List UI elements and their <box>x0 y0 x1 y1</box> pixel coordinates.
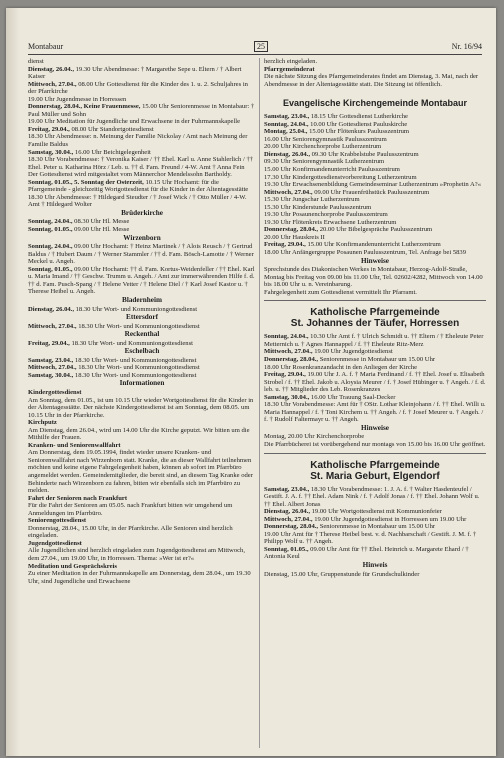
text-line: Montag, 20.00 Uhr Kirchenchorprobe <box>264 433 365 441</box>
entry-date: Donnerstag, 28.04., <box>264 226 320 234</box>
entry-text: 15.00 Uhr Seniorenmesse in Montabaur: † Paul Müller und Sohn <box>28 103 255 118</box>
parish-notes-continued <box>264 58 486 88</box>
text-line: 09.30 Uhr Seniorengymnastik Lutherzentrum <box>264 158 385 166</box>
elgen-schedule <box>264 486 486 579</box>
text-line: herzlich eingeladen. <box>264 58 318 65</box>
subheading: Seniorengottesdienst <box>28 517 87 525</box>
schedule-entry <box>28 323 256 331</box>
entry-date: Samstag, 30.04., <box>28 148 75 156</box>
text-line: 17.30 Uhr Kindergottesdienstvorbereitung Lutherzentrum <box>264 173 417 181</box>
text-line: Dienstag, 15.00 Uhr, Gruppenstunde für Grundschulkinder <box>264 570 420 578</box>
schedule-entry <box>28 372 256 380</box>
entry-date: Samstag, 30.04., <box>264 393 311 401</box>
entry-text: 19.00 Uhr J. A. f. † Maria Ferdinand / f. †† Ehel. Josef u. Elisabeth Strobel / f. †† Ehel. Jakob u. Aloysia Meurer / f. † Josef Hübinger u. † Angeh. / f. d. leb. u. †† Mitglieder des Leb. Rosenkranzes <box>264 371 486 394</box>
entry-date: Sonntag, 24.04., <box>28 243 75 251</box>
entry-date: Freitag, 29.04., <box>264 371 308 379</box>
entry-date: Donnerstag, 28.04., <box>264 355 320 363</box>
schedule-entry <box>264 113 486 121</box>
entry-date: Freitag, 29.04., <box>28 339 72 347</box>
horr-schedule <box>264 333 486 448</box>
entry-date: Dienstag, 26.04., <box>28 305 76 313</box>
text-line: 18.00 Uhr Anfängergruppe Posaunen Paulusszentrum, Tel. Anfrage bei 5839 <box>264 249 467 257</box>
entry-text: Seniorenmesse in Montabaur um 15.00 Uhr <box>319 523 436 531</box>
text-line: Donnerstag, 28.04., 15.00 Uhr, in der Pfarrkirche. Alle Senioren sind herzlich eingeladen. <box>28 524 233 540</box>
entry-text: 18.30 Uhr Wort- und Kommuniongottesdienst <box>74 371 197 379</box>
entry-date: Samstag, 23.04., <box>264 113 311 121</box>
text-line: Der Gottesdienst wird mitgestaltet vom Männerchor Mendelssohn Bartholdy. <box>28 171 232 179</box>
schedule-entry <box>28 364 256 372</box>
entry-date: Samstag, 30.04., <box>28 371 75 379</box>
text-line: Die nächste Sitzung des Pfarrgemeinderates findet am Dienstag, 3. Mai, nach der Abendmesse in der Altentagesstätte statt. Die Sitzung ist öffentlich. <box>264 73 479 88</box>
schedule-entry <box>264 523 486 531</box>
entry-text: 18.30 Uhr Wort- und Kommuniongottesdienst <box>74 356 197 364</box>
schedule-entry <box>28 149 256 157</box>
entry-text: 19.00 Uhr Jugendgottesdienst <box>314 348 393 356</box>
entry-text: 09.00 Uhr Amt für †† Ehel. Heinrich u. Margarete Ehard / † Antonia Keul <box>264 545 469 561</box>
entry-date: Freitag, 29.04., <box>28 125 72 133</box>
schedule-entry <box>264 333 486 348</box>
evang-title: Evangelische Kirchengemeinde Montabaur <box>282 98 468 109</box>
entry-text: 15.00 Uhr Konfirmandenunterricht Lutherzentrum <box>307 241 441 249</box>
divider <box>264 453 486 454</box>
text-line: 18.30 Uhr Vorabendmesse: † Veronika Kaiser / †† Ehel. Karl u. Anne Stahlerlich / †† Ehel. Peter u. Katharina Hörz / Leb. u. †† d. Fam. Freund / 4-W. Amt † Anna Fein <box>28 156 254 171</box>
schedule-entry <box>264 241 486 249</box>
entry-text: 16.00 Uhr Trauung Saal-Decker <box>310 393 396 401</box>
text-line: Am Donnerstag, dem 19.05.1994, findet wieder unsere Kranken- und Seniorenwallfahrt nach Wirzenborn statt. Kranke, die an dieser Wallfahrt teilnehmen möchten und keine eigene Fahrgelegenheit haben, können ab sofort im Pfarrbüro angemeldet werden. Gemeindemitglieder, die bereit sind, an diesem Tag Kranke oder Behinderte nach Wirzenborn zu fahren, bitten wir ebenfalls sich im Pfarrbüro zu melden. <box>28 449 253 495</box>
horr-title-2: St. Johannes der Täufer, Horressen <box>290 318 460 330</box>
subheading: Kirchputz <box>28 419 57 427</box>
schedule-entry <box>28 66 256 81</box>
section-heading: Hinweise <box>361 423 389 432</box>
schedule-entry <box>264 371 486 394</box>
text-line: 19.00 Uhr Meditation für Jugendliche und Erwachsene in der Fuhrmannskapelle <box>28 118 241 126</box>
entry-text: 09.00 Uhr Hochamt: † Heinz Martinek / † Alois Reusch / † Gertrud Baldus / † Hubert Daum / † Werner Stammler / †† d. Fam. Bösch-Lamotte / † Werner Meckel u. Angeh. <box>28 243 254 266</box>
text-line: Fahrgelegenheit zum Gottesdienst vermittelt Ihr Pfarramt. <box>264 288 417 296</box>
entry-text: 19.30 Uhr Abendmesse: † Margarethe Sepe u. Eltern / † Albert Kaiser <box>28 65 242 81</box>
entry-date: Mittwoch, 27.04., <box>264 188 315 196</box>
column-divider <box>259 58 260 748</box>
text-line: 18.30 Uhr Abendmesse: † Hildegard Steudter / † Josef Wick / † Otto Müller / 4-W. Amt † Hildegard Wolter <box>28 193 247 209</box>
entry-text: 16.00 Uhr Beichtgelegenheit <box>74 148 151 156</box>
entry-text: 18.30 Uhr Vorabendmesse: 1. J. A. f. † Walter Hasdenteufel / Gestift. J. A. f. †† Ehel. Adam Nink / f. † Adolf Jonas / f. †† Ehel. Johann Wolf u. †† Ehel. Albert Jonas <box>264 485 480 508</box>
text-line: 20.00 Uhr Kirchenchorprobe Lutherzentrum <box>264 143 382 151</box>
entry-date: Sonntag, 24.04., <box>264 120 311 128</box>
subheading: Jugendgottesdienst <box>28 539 82 547</box>
entry-date: Sonntag, 24.04., <box>28 218 75 226</box>
entry-text: 18.30 Uhr Wort- und Kommuniongottesdienst <box>78 322 200 330</box>
schedule-entry <box>264 486 486 509</box>
text-line: Sprechstunde des Diakonischen Werkes in Montabaur, Herzog-Adolf-Straße, Montag bis Freitag von 09.00 bis 11.00 Uhr, Tel. 02602/4282, Mittwoch von 14.00 bis 18.00 Uhr u. n. Vereinbarung. <box>264 266 483 289</box>
entry-text: 15.00 Uhr Flötenkurs Paulusszentrum <box>309 128 410 136</box>
entry-text: 10.30 Uhr Amt f. † Ulrich Schmidt u. †† Eltern / † Eheleute Peter Metternich u. † Agnes Hannappel / f. †† Eheleute Ritz-Merz <box>264 333 484 348</box>
section-heading: Wirzenborn <box>123 233 161 242</box>
schedule-entry <box>264 508 486 516</box>
page-number: 25 <box>254 41 268 52</box>
elgen-title-1: Katholische Pfarrgemeinde <box>310 459 440 471</box>
section-heading: Ettersdorf <box>126 313 158 322</box>
text-line: 19.30 Uhr Erwachsenenbildung Gemeindeseminar Lutherzentrum »Prophetin A?« <box>264 181 481 189</box>
schedule-entry <box>28 243 256 266</box>
text-line: 15.00 Uhr Konfirmandenunterricht Paulusszentrum <box>264 166 400 174</box>
entry-text: 10.15 Uhr Hochamt: für die Pfarrgemeinde - gleichzeitig Wortgottesdienst für die Kinder in der Altentagesstätte <box>28 178 249 194</box>
entry-date: Mittwoch, 27.04., <box>28 80 79 88</box>
entry-text: 18.30 Uhr Wort- und Kommuniongottesdienst <box>78 364 200 372</box>
schedule-entry <box>264 394 486 402</box>
text-line: Am Dienstag, dem 26.04., wird um 14.00 Uhr die Kirche geputzt. Wir bitten um die Mithilfe der Frauen. <box>28 426 250 442</box>
schedule-entry <box>28 340 256 348</box>
entry-date: Mittwoch, 27.04., <box>264 348 315 356</box>
schedule-entry <box>264 189 486 197</box>
subheading: Meditation und Gesprächskreis <box>28 562 117 570</box>
text-line: Zu einer Meditation in der Fuhrmannskapelle am Donnerstag, dem 28.04., um 19.30 Uhr, sind Jugendliche und Erwachsene <box>28 570 251 585</box>
subheading: Fahrt der Senioren nach Frankfurt <box>28 494 128 502</box>
text-line: 19.00 Uhr Amt für † Therese Heibel best. v. d. Nachbarschaft / Gestift. J. M. f. † Philipp Wolf u. †† Angeh. <box>264 530 477 546</box>
text-line: Für die Fahrt der Senioren am 05.05. nach Frankfurt bitten wir umgehend um Anmeldungen im Pfarrbüro. <box>28 502 233 517</box>
text-line: 18.00 Uhr Rosenkranzandacht in den Anliegen der Kirche <box>264 363 418 371</box>
schedule-entry <box>264 128 486 136</box>
elgen-title-2: St. Maria Geburt, Elgendorf <box>310 470 440 482</box>
schedule-entry <box>28 81 256 96</box>
text-line: 15.30 Uhr Kinderstunde Paulusszentrum <box>264 203 372 211</box>
entry-text: 08.00 Uhr Standortgottesdienst <box>71 125 154 133</box>
entry-date: Donnerstag, 28.04., <box>264 523 320 531</box>
text-line: Die Pfarrbücherei ist vorübergehend nur montags von 15.00 bis 16.00 Uhr geöffnet. <box>264 440 486 448</box>
schedule-entry <box>264 356 486 364</box>
column-left <box>28 58 256 585</box>
text-line: Alle Jugendlichen sind herzlich eingeladen zum Jugendgottesdienst am Mittwoch, dem 27.04., um 19.00 Uhr, in Horressen. Thema: »Wer ist er?« <box>28 547 245 562</box>
entry-text: 20.00 Uhr Bibelgespräche Paulusszentrum <box>319 226 433 234</box>
entry-text: Seniorenmesse in Montabaur um 15.00 Uhr <box>319 355 436 363</box>
entry-text: 18.15 Uhr Gottesdienst Lutherkirche <box>310 113 408 121</box>
entry-date: Montag, 25.04., <box>264 128 310 136</box>
horr-title-1: Katholische Pfarrgemeinde <box>310 307 440 319</box>
schedule-entry <box>264 151 486 159</box>
text-line: 19.00 Uhr Jugendmesse in Horressen <box>28 95 127 103</box>
entry-text: 08.30 Uhr Hl. Messe <box>74 218 130 226</box>
column-right <box>264 58 486 578</box>
subheading: Kranken- und Seniorenwallfahrt <box>28 441 121 449</box>
entry-text: 19.00 Uhr Wortgottesdienst mit Kommunionfeier <box>311 508 442 516</box>
issue-number: Nr. 16/94 <box>451 42 482 51</box>
entry-date: Samstag, 23.04., <box>264 485 311 493</box>
entry-date: Sonntag, 01.05., <box>264 545 311 553</box>
divider <box>264 300 486 301</box>
schedule-entry <box>264 226 486 234</box>
entry-date: Mittwoch, 27.04., <box>264 515 315 523</box>
section-heading: Hinweise <box>361 256 389 265</box>
entry-text: 09.30 Uhr Krabbelstube Paulusszentrum <box>311 150 419 158</box>
entry-date: Sonntag, 01.05., <box>28 226 75 234</box>
entry-date: Sonntag, 24.04., <box>264 333 311 341</box>
entry-date: Samstag, 23.04., <box>28 356 75 364</box>
section-heading: Informationen <box>119 379 165 388</box>
entry-date: Dienstag, 26.04., <box>264 508 312 516</box>
entry-date: Mittwoch, 27.04., <box>28 364 79 372</box>
schedule-entry <box>28 266 256 296</box>
entry-text: 19.00 Uhr Jugendgottesdienst in Horressen um 19.00 Uhr <box>314 515 467 523</box>
entry-date: Freitag, 29.04., <box>264 241 308 249</box>
schedule-entry <box>28 103 256 118</box>
schedule-entry <box>264 516 486 524</box>
text-line: 18.30 Uhr Vorabendmesse: Amt für † OStr. Lothar Kleinjohann / f. †† Ehel. Willi u. Maria Hannappel / f. † Toni Kirchem u. †† Angeh. / f. † Josef Meurer u. † Angeh. / f. † Rudolf Faltermayr u. †† Angeh. <box>264 401 486 424</box>
text-line: 19.30 Uhr Posaunenchorprobe Paulusszentrum <box>264 211 388 219</box>
schedule-entry <box>28 306 256 314</box>
newspaper-page <box>6 8 496 756</box>
section-heading: Bladernheim <box>122 295 162 304</box>
schedule-entry <box>28 218 256 226</box>
entry-text: 18.30 Uhr Wort- und Kommuniongottesdienst <box>71 339 193 347</box>
schedule-entry <box>28 357 256 365</box>
entry-date: Dienstag, 26.04., <box>264 150 312 158</box>
section-heading: Brüderkirche <box>121 208 163 217</box>
text-line: Am Sonntag, dem 01.05., ist um 10.15 Uhr wieder Wortgottesdienst für die Kinder in der Altentagesstätte. Der nächste Kindergottesdienst ist am Sonntag, dem 08.05. um 10.15 Uhr in der Pfarrkirche. <box>28 396 254 419</box>
schedule-entry <box>264 121 486 129</box>
entry-text: 18.30 Uhr Wort- und Kommuniongottesdienst <box>75 305 198 313</box>
section-heading: Eschelbach <box>124 347 160 356</box>
schedule-entry <box>264 546 486 561</box>
text-line: 18.30 Uhr Abendmesse: n. Meinung der Familie Nickolay / Amt nach Meinung der Familie Baldus <box>28 133 248 149</box>
evang-schedule <box>264 113 486 296</box>
entry-text: 09.00 Uhr Frauenfrühstück Paulusszentrum <box>314 188 430 196</box>
schedule-entry <box>28 179 256 194</box>
text-line: 19.30 Uhr Flötenkreis Erwachsene Lutherzentrum <box>264 218 397 226</box>
entry-text: 09.00 Uhr Hochamt: †† d. Fam. Kortus-Weidenfeller / †† Ehel. Karl u. Maria Imand / †† Geschw. Trumm u. Angeh. / Amt zur immerwährenden Hilfe f. d. †† d. Fam. Pusch-Spang / † Helene Vetter / † Helene Diel / † Karl Josef Kastor u. † Therese Heibel u. Angeh. <box>28 265 255 296</box>
text-line: 15.30 Uhr Jungschar Lutherzentrum <box>264 196 360 204</box>
schedule-entry <box>264 348 486 356</box>
entry-text: 10.00 Uhr Gottesdienst Pauluskirche <box>310 120 408 128</box>
entry-text: 09.00 Uhr Hl. Messe <box>74 226 130 234</box>
text-line: 20.00 Uhr Hauskreis II <box>264 233 325 241</box>
schedule-entry <box>28 126 256 134</box>
entry-date: Sonntag, 01.05., <box>28 265 75 273</box>
subheading: Kindergottesdienst <box>28 388 82 396</box>
header-town: Montabaur <box>28 42 64 51</box>
header-rule <box>28 54 482 55</box>
entry-date: Donnerstag, 28.04., Keine Frauenmesse, <box>28 103 143 111</box>
entry-date: Mittwoch, 27.04., <box>28 322 79 330</box>
subheading: Pfarrgemeinderat <box>264 65 315 73</box>
section-heading: Reckenthal <box>124 330 160 339</box>
text-line: 16.00 Uhr Seniorengymnastik Paulusszentrum <box>264 135 387 143</box>
text-line: dienst <box>28 58 44 65</box>
schedule-entry <box>28 226 256 234</box>
entry-text: 08.00 Uhr Gottesdienst für die Kinder des 1. u. 2. Schuljahres in der Pfarrkirche <box>28 80 248 96</box>
section-heading: Hinweis <box>362 560 388 569</box>
entry-date: Dienstag, 26.04., <box>28 65 76 73</box>
entry-date: Sonntag, 01.05., 5. Sonntag der Osterzeit, <box>28 178 146 186</box>
